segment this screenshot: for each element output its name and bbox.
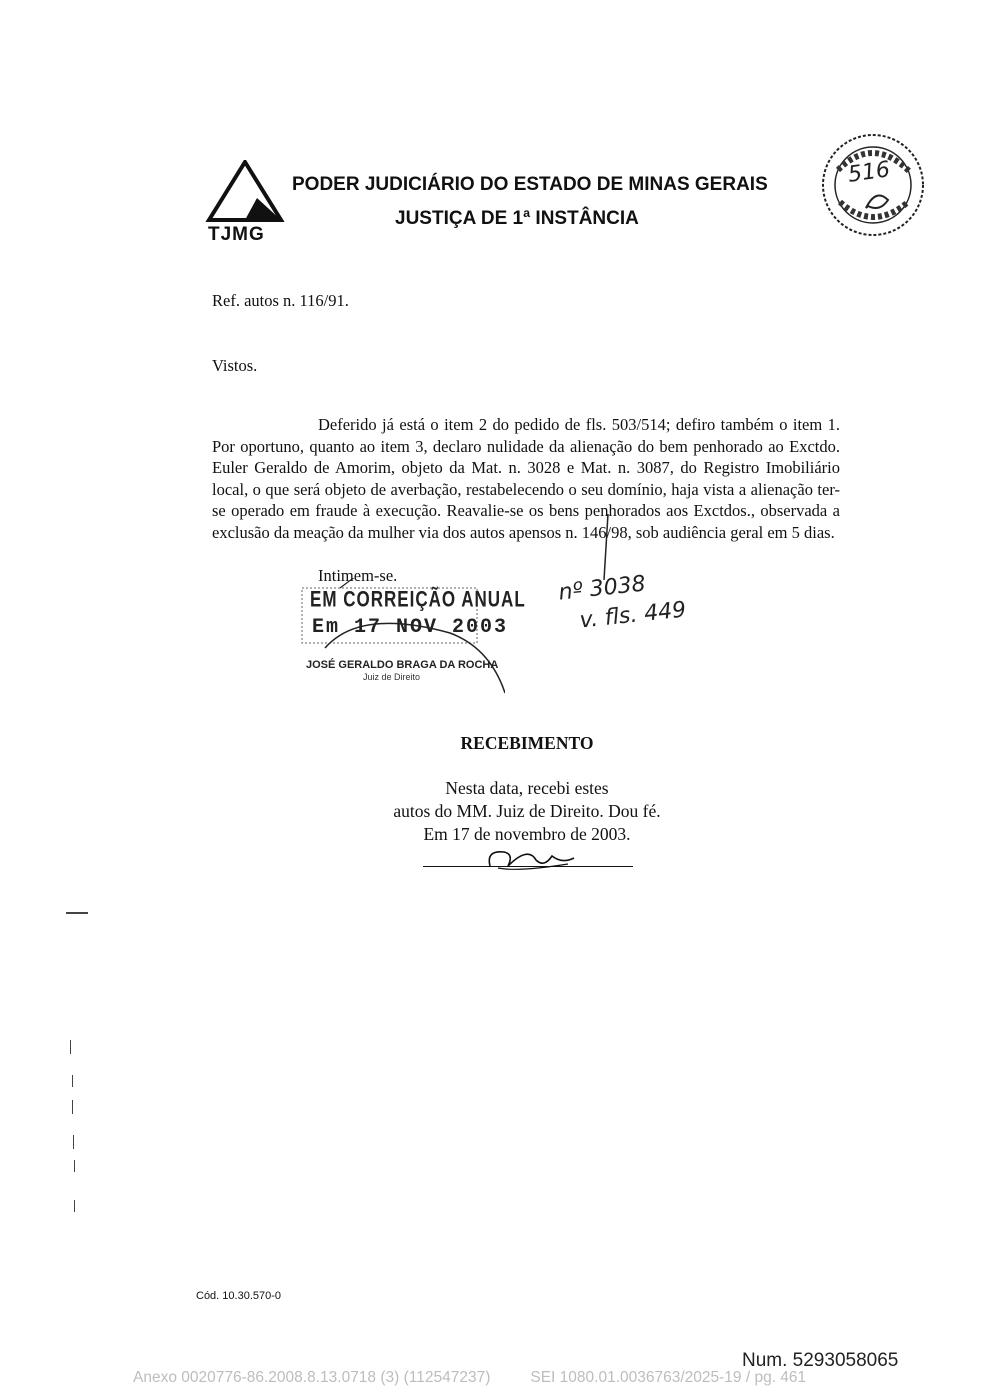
form-code: Cód. 10.30.570-0: [196, 1290, 282, 1302]
footer-left: Anexo 0020776-86.2008.8.13.0718 (3) (112547237): [133, 1369, 491, 1386]
stamp-judge-name: JOSÉ GERALDO BRAGA DA ROCHA: [306, 659, 499, 671]
seal-page-number: 516: [846, 157, 892, 188]
signature-icon: [478, 838, 588, 878]
recebimento-line-3: Em 17 de novembro de 2003.: [423, 824, 631, 844]
scan-speck: [70, 1040, 71, 1054]
scan-speck: [73, 1135, 74, 1149]
pen-stroke-icon: [596, 512, 616, 582]
scan-speck: [72, 1100, 73, 1114]
stamp-judge-role: Juiz de Direito: [363, 672, 421, 682]
recebimento-line-1: Nesta data, recebi estes: [445, 778, 609, 798]
header-title: PODER JUDICIÁRIO DO ESTADO DE MINAS GERAIS: [292, 174, 768, 195]
decision-text: Deferido já está o item 2 do pedido de fls. 503/514; defiro também o item 1. Por oportuno, quanto ao item 3, declaro nulidade da alienação do bem penhorado ao Exctdo. Euler Geraldo de Amorim, objeto da Mat. n. 3028 e Mat. n. 3087, do Registro Imobiliário local, o que será objeto de averbação, restabelecendo o seu domínio, haja vista a alienação ter-se operado em fraude à execução. Reavalie-se os bens penhorados aos Exctdos., observada a exclusão da meação da mulher via dos autos apensos n. 146/98, sob audiência geral em 5 dias.: [212, 415, 840, 542]
stamp-title: EM CORREIÇÃO ANUAL: [310, 587, 526, 612]
intimem-line: Intimem-se.: [318, 566, 398, 585]
scan-speck: [74, 1160, 75, 1172]
footer-watermark: [133, 1369, 806, 1387]
circular-seal-icon: [818, 130, 928, 240]
handwritten-line-1: nº 3038: [557, 571, 647, 606]
handwritten-line-2: v. fls. 449: [578, 597, 688, 634]
scan-speck: [74, 1200, 75, 1212]
vistos-line: Vistos.: [212, 356, 258, 375]
handwritten-annotation: [557, 566, 687, 639]
reference-line: Ref. autos n. 116/91.: [212, 291, 349, 310]
document-number: Num. 5293058065: [742, 1350, 899, 1371]
stamp-date: Em 17 NOV 2003: [312, 616, 509, 639]
recebimento-line-2: autos do MM. Juiz de Direito. Dou fé.: [393, 801, 661, 821]
recebimento-title: RECEBIMENTO: [460, 733, 594, 753]
logo-text: TJMG: [208, 224, 265, 245]
header-subtitle: JUSTIÇA DE 1ª INSTÂNCIA: [395, 208, 639, 229]
scan-speck: [72, 1075, 73, 1087]
footer-right: SEI 1080.01.0036763/2025-19 / pg. 461: [530, 1369, 807, 1386]
scan-speck: [66, 912, 88, 914]
decision-paragraph: [212, 414, 840, 543]
